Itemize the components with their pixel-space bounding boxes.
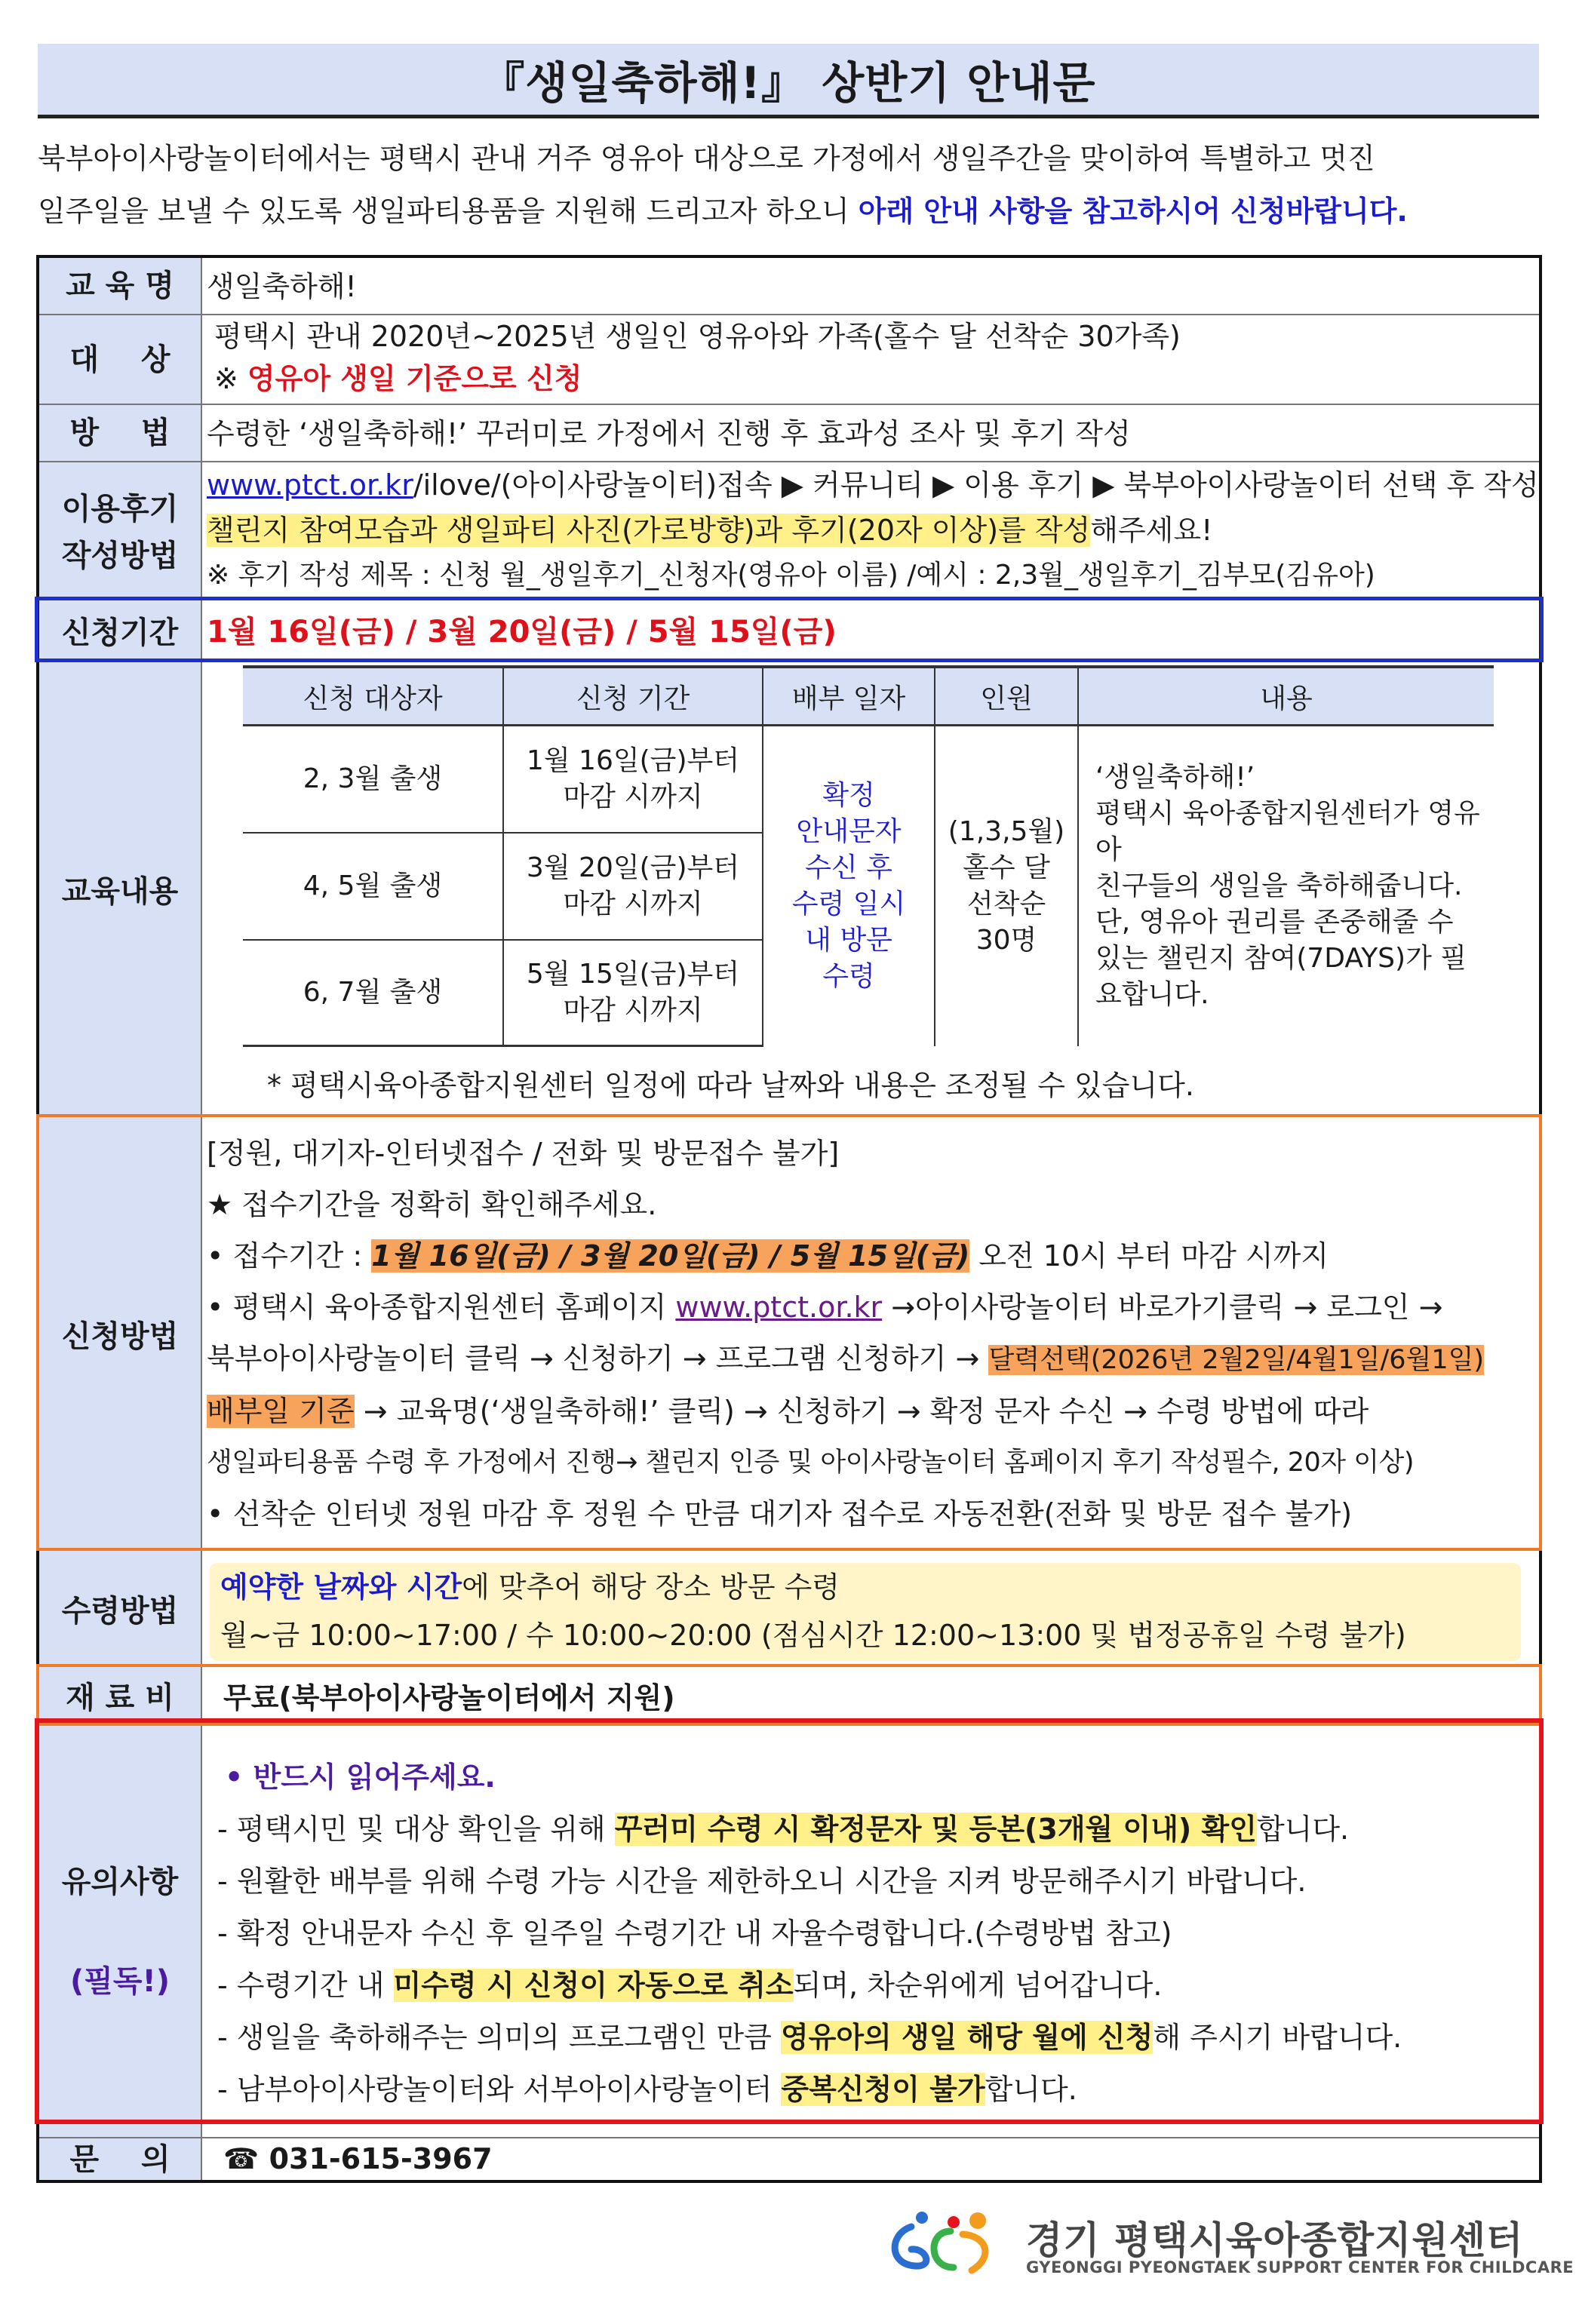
label-target: 대 상 xyxy=(39,315,202,404)
apply-line-1: [정원, 대기자-인터넷접수 / 전화 및 방문접수 불가] xyxy=(207,1137,840,1170)
logo-subtitle: GYEONGGI PYEONGTAEK SUPPORT CENTER FOR CHILDCARE xyxy=(1026,2258,1574,2276)
row-period-cell: 1월 16일(금)부터 마감 시까지 xyxy=(503,726,763,833)
title-bar xyxy=(38,44,1539,118)
intro-text xyxy=(38,132,1543,238)
notes-frame xyxy=(35,1718,1544,2124)
header-period: 신청 기간 xyxy=(503,667,763,726)
label-apply: 신청방법 xyxy=(39,1120,202,1552)
row-period-cell: 5월 15일(금)부터 마감 시까지 xyxy=(503,940,763,1046)
review-link[interactable]: www.ptct.or.kr xyxy=(207,468,413,502)
row-receive xyxy=(39,1552,1539,1670)
note-6: - 남부아이사랑놀이터와 서부아이사랑놀이터 중복신청이 불가합니다. xyxy=(217,2073,1077,2106)
row-target-cell: 4, 5월 출생 xyxy=(243,833,503,940)
apply-line-6: 배부일 기준 → 교육명(‘생일축하해!’ 클릭) → 신청하기 → 확정 문자 수신 → 수령 방법에 따라 xyxy=(207,1395,1369,1428)
review-line-3: ※ 후기 작성 제목 : 신청 월_생일후기_신청자(영유아 이름) /예시 : 2,3월_생일후기_김부모(김유아) xyxy=(207,560,1375,591)
header-distribution: 배부 일자 xyxy=(763,667,935,726)
distribution-cell: 확정 안내문자 수신 후 수령 일시 내 방문 수령 xyxy=(763,726,935,1046)
apply-link[interactable]: www.ptct.or.kr xyxy=(675,1291,883,1324)
label-receive: 수령방법 xyxy=(39,1552,202,1670)
note-5: - 생일을 축하해주는 의미의 프로그램인 만큼 영유아의 생일 해당 월에 신청해 주시기 바랍니다. xyxy=(217,2021,1402,2054)
apply-line-8: • 선착순 인터넷 정원 마감 후 정원 수 만큼 대기자 접수로 자동전환(전화 및 방문 접수 불가) xyxy=(207,1497,1353,1530)
header-people: 인원 xyxy=(935,667,1078,726)
row-review xyxy=(39,462,1539,603)
label-method: 방 법 xyxy=(39,405,202,461)
receive-box xyxy=(210,1563,1521,1661)
intro-highlight: 아래 안내 사항을 참고하시어 신청바랍니다. xyxy=(858,195,1408,228)
method-text: 수령한 ‘생일축하해!’ 꾸러미로 가정에서 진행 후 효과성 조사 및 후기 작성 xyxy=(207,417,1131,450)
row-program xyxy=(39,258,1539,315)
fee-text: 무료(북부아이사랑놀이터에서 지원) xyxy=(223,1681,675,1715)
apply-line-5: 북부아이사랑놀이터 클릭 → 신청하기 → 프로그램 신청하기 → 달력선택(2026년 2월2일/4월1일/6월1일) xyxy=(207,1342,1485,1375)
label-review: 이용후기 작성방법 xyxy=(39,462,202,603)
label-content: 교육내용 xyxy=(39,662,202,1120)
logo-title: 경기 평택시육아종합지원센터 xyxy=(1026,2218,1524,2262)
apply-line-7: 생일파티용품 수령 후 가정에서 진행→ 챌린지 인증 및 아이사랑놀이터 홈페이지 후기 작성필수, 20자 이상) xyxy=(207,1448,1414,1478)
receive-line-2: 월~금 10:00~17:00 / 수 10:00~20:00 (점심시간 12:00~13:00 및 법정공휴일 수령 불가) xyxy=(220,1619,1406,1652)
content-footnote: * 평택시육아종합지원센터 일정에 따라 날짜와 내용은 조정될 수 있습니다. xyxy=(267,1069,1194,1102)
label-notes: 유의사항 (필독!) xyxy=(39,1726,202,2137)
label-program: 교 육 명 xyxy=(39,258,202,314)
target-note: ※ 영유아 생일 기준으로 신청 xyxy=(214,362,582,395)
center-logo-icon xyxy=(881,2204,1017,2287)
note-3: - 확정 안내문자 수신 후 일주일 수령기간 내 자율수령합니다.(수령방법 참고) xyxy=(217,1917,1172,1950)
label-period: 신청기간 xyxy=(39,603,202,662)
header-target: 신청 대상자 xyxy=(243,667,503,726)
target-line: 평택시 관내 2020년~2025년 생일인 영유아와 가족(홀수 달 선착순 30가족) xyxy=(214,320,1181,353)
row-method xyxy=(39,405,1539,462)
row-period-cell: 3월 20일(금)부터 마감 시까지 xyxy=(503,833,763,940)
row-target-cell: 6, 7월 출생 xyxy=(243,940,503,1046)
apply-frame xyxy=(36,1114,1542,1551)
notes-head: • 반드시 읽어주세요. xyxy=(225,1761,496,1794)
row-target xyxy=(39,315,1539,405)
review-line-2: 챌린지 참여모습과 생일파티 사진(가로방향)과 후기(20자 이상)를 작성해주세요! xyxy=(207,514,1213,547)
note-1: - 평택시민 및 대상 확인을 위해 꾸러미 수령 시 확정문자 및 등본(3개월 이내) 확인합니다. xyxy=(217,1813,1350,1846)
apply-line-2: ★ 접수기간을 정확히 확인해주세요. xyxy=(207,1188,657,1221)
contact-phone: ☎ 031-615-3967 xyxy=(223,2142,493,2175)
people-cell: (1,3,5월) 홀수 달 선착순 30명 xyxy=(935,726,1078,1046)
period-dates: 1월 16일(금) / 3월 20일(금) / 5월 15일(금) xyxy=(207,615,837,649)
review-line-1: www.ptct.or.kr/ilove/(아이사랑놀이터)접속 ▶ 커뮤니티 ▶ 이용 후기 ▶ 북부아이사랑놀이터 선택 후 작성 xyxy=(207,468,1539,502)
intro-line-1: 북부아이사랑놀이터에서는 평택시 관내 거주 영유아 대상으로 가정에서 생일주간을 맞이하여 특별하고 멋진 xyxy=(38,142,1375,175)
label-contact: 문 의 xyxy=(39,2138,202,2180)
row-target-cell: 2, 3월 출생 xyxy=(243,726,503,833)
label-fee: 재 료 비 xyxy=(39,1670,202,1726)
receive-line-1: 예약한 날짜와 시간에 맞추어 해당 장소 방문 수령 xyxy=(220,1570,840,1604)
schedule-table xyxy=(243,665,1494,1047)
note-2: - 원활한 배부를 위해 수령 가능 시간을 제한하오니 시간을 지켜 방문해주시기 바랍니다. xyxy=(217,1865,1307,1898)
fee-frame xyxy=(36,1664,1542,1726)
apply-line-4: • 평택시 육아종합지원센터 홈페이지 www.ptct.or.kr →아이사랑놀이터 바로가기클릭 → 로그인 → xyxy=(207,1291,1443,1324)
intro-line-2: 일주일을 보낼 수 있도록 생일파티용품을 지원해 드리고자 하오니 아래 안내 사항을 참고하시어 신청바랍니다. xyxy=(38,195,1408,228)
note-4: - 수령기간 내 미수령 시 신청이 자동으로 취소되며, 차순위에게 넘어갑니다. xyxy=(217,1969,1163,2002)
page-title: 『생일축하해!』 상반기 안내문 xyxy=(481,57,1096,109)
period-frame xyxy=(35,597,1544,662)
apply-line-3: • 접수기간 : 1월 16일(금) / 3월 20일(금) / 5월 15일(금) 오전 10시 부터 마감 시까지 xyxy=(207,1239,1329,1273)
program-name: 생일축하해! xyxy=(207,270,357,303)
row-contact xyxy=(39,2137,1539,2180)
description-cell: ‘생일축하해!’ 평택시 육아종합지원센터가 영유아 친구들의 생일을 축하해줍니다. 단, 영유아 권리를 존중해줄 수 있는 챌린지 참여(7DAYS)가 필 요합니다. xyxy=(1078,726,1494,1046)
header-description: 내용 xyxy=(1078,667,1494,726)
center-logo xyxy=(881,2204,1574,2287)
